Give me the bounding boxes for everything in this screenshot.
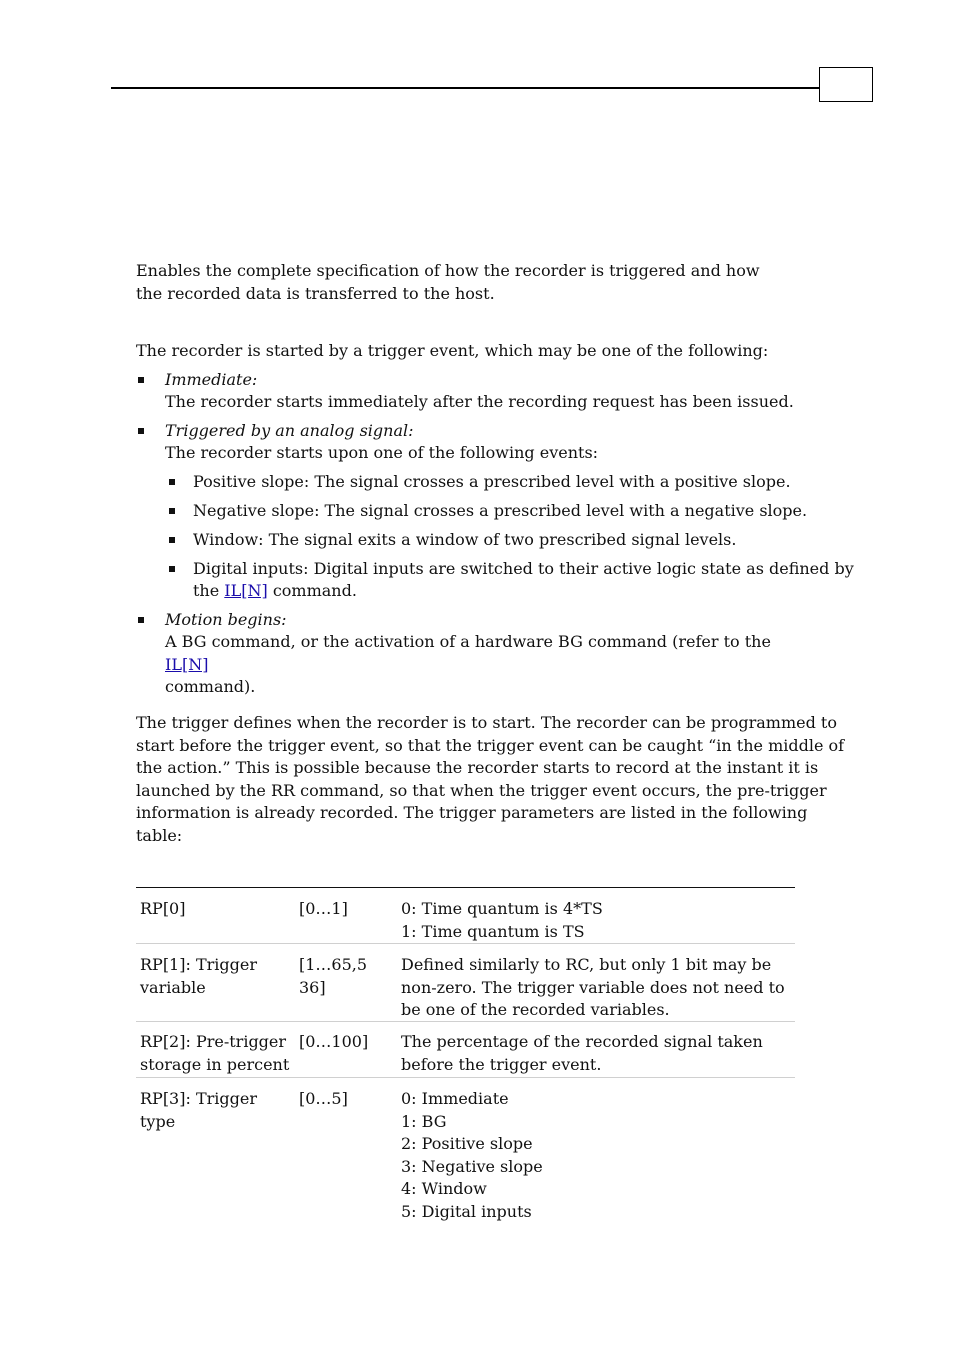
event-immediate-title: Immediate:	[165, 370, 258, 389]
event-immediate-desc: The recorder starts immediately after the recording request has been issued.	[165, 392, 794, 411]
description-cell: 0: Time quantum is 4*TS 1: Time quantum is TS	[401, 899, 603, 941]
table-row	[136, 1078, 795, 1228]
param-cell: RP[0]	[140, 899, 186, 918]
range-cell: [0…1]	[299, 899, 348, 918]
il-n-link[interactable]: IL[N]	[165, 654, 209, 674]
il-n-link[interactable]: IL[N]	[224, 581, 268, 600]
page-number-box	[819, 67, 873, 102]
param-cell: RP[2]: Pre-trigger storage in percent	[140, 1032, 290, 1074]
subevent-digital-inputs-line2: the IL[N] command.	[193, 581, 357, 600]
subevent-digital-inputs: Digital inputs: Digital inputs are switched to their active logic state as defined by	[193, 559, 854, 578]
description-cell: Defined similarly to RC, but only 1 bit may be non-zero. The trigger variable does not need to be one of the recorded variables.	[401, 955, 785, 1019]
event-analog-desc: The recorder starts upon one of the following events:	[165, 443, 599, 462]
table-row	[136, 1022, 795, 1078]
description-cell: 0: Immediate 1: BG 2: Positive slope 3: Negative slope 4: Window 5: Digital inputs	[401, 1089, 543, 1221]
header-rule	[111, 87, 820, 89]
param-cell: RP[3]: Trigger type	[140, 1089, 257, 1131]
description-cell: The percentage of the recorded signal taken before the trigger event.	[401, 1032, 763, 1074]
bullet-icon	[169, 508, 175, 514]
bullet-icon	[138, 428, 144, 434]
bullet-icon	[169, 479, 175, 485]
bullet-icon	[169, 537, 175, 543]
bullet-icon	[169, 566, 175, 572]
range-cell: [0…100]	[299, 1032, 369, 1051]
table-row	[136, 888, 795, 944]
event-analog-title: Triggered by an analog signal:	[165, 421, 414, 440]
range-cell: [1…65,5 36]	[299, 955, 368, 997]
trigger-paragraph: The trigger defines when the recorder is to start. The recorder can be programmed to start before the trigger event, so that the trigger event can be caught “in the middle of the action.” This is possible because the recorder starts to record at the instant it is launched by the RR command, so that when the trigger event occurs, the pre-trigger information is already recorded. The trigger parameters are listed in the following table:	[136, 713, 845, 845]
param-cell: RP[1]: Trigger variable	[140, 955, 257, 997]
bullet-icon	[138, 617, 144, 623]
subevent-negative-slope: Negative slope: The signal crosses a prescribed level with a negative slope.	[193, 501, 808, 520]
trigger-intro: The recorder is started by a trigger event, which may be one of the following:	[136, 341, 769, 360]
bullet-icon	[138, 377, 144, 383]
event-motion-desc: A BG command, or the activation of a hardware BG command (refer to the IL[N] command).	[165, 632, 771, 696]
subevent-window: Window: The signal exits a window of two prescribed signal levels.	[193, 530, 737, 549]
table-row	[136, 944, 795, 1022]
intro-paragraph: Enables the complete specification of how the recorder is triggered and how the recorded data is transferred to the host.	[136, 261, 760, 303]
subevent-positive-slope: Positive slope: The signal crosses a prescribed level with a positive slope.	[193, 472, 791, 491]
event-motion-title: Motion begins:	[165, 610, 287, 629]
trigger-parameters-table	[136, 887, 795, 1228]
range-cell: [0…5]	[299, 1089, 348, 1108]
